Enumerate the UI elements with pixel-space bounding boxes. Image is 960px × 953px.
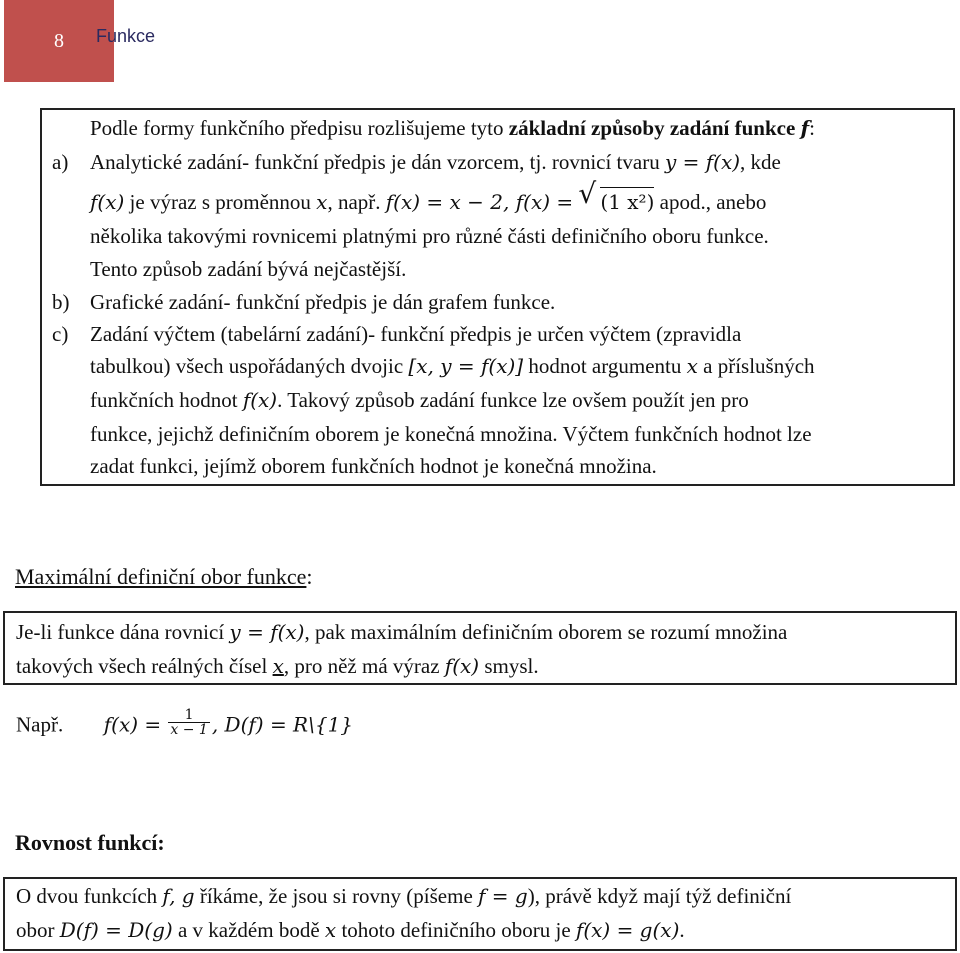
max-domain-line-1 [16, 622, 787, 643]
text: , např. [327, 190, 381, 214]
math-examples: f(x) = x − 2, f(x) = [385, 190, 574, 214]
item-c-line-2 [90, 356, 815, 377]
item-a-line-3: několika takovými rovnicemi platnými pro různé části definičního oboru funkce. [90, 224, 769, 248]
text: ), právě když mají týž definiční [527, 884, 792, 908]
item-a-math: y = f(x) [664, 150, 741, 174]
math-fx: f(x) [90, 190, 125, 214]
text: tabulkou) všech uspořádaných dvojic [90, 354, 404, 378]
intro-f: 𝒇 [800, 116, 810, 140]
item-a-end: , kde [740, 150, 781, 174]
label-a: a) [52, 150, 69, 174]
text: hodnot argumentu [528, 354, 682, 378]
heading-colon: : [306, 564, 313, 589]
item-b-line-1: Grafické zadání- funkční předpis je dán grafem funkce. [90, 290, 556, 314]
text: takových všech reálných čísel [16, 654, 268, 678]
text: Je-li funkce dána rovnicí [16, 620, 225, 644]
item-c-line-5: zadat funkci, jejímž oborem funkčních hodnot je konečná množina. [90, 454, 657, 478]
text: . Takový způsob zadání funkce lze ovšem použít jen pro [277, 388, 749, 412]
math-f-g: f, g [162, 884, 195, 908]
math-x: x [324, 918, 337, 942]
text: . [679, 918, 685, 942]
math-y-fx: y = f(x) [229, 620, 305, 644]
intro-colon: : [809, 116, 815, 140]
heading-text: Maximální definiční obor funkce [15, 564, 307, 589]
sqrt-body: (1 x²) [600, 187, 654, 214]
text: je výraz s proměnnou [129, 190, 311, 214]
example-label: Např. [16, 712, 64, 737]
math-fx: f(x) [242, 388, 278, 412]
math-fx: f(x) [444, 654, 480, 678]
label-c: c) [52, 322, 69, 346]
sqrt-expression [578, 177, 655, 214]
fraction-numerator: 1 [168, 708, 209, 723]
item-a-line-4: Tento způsob zadání bývá nejčastější. [90, 257, 407, 281]
label-b: b) [52, 290, 70, 314]
item-c-line-4: funkce, jejichž definičním oborem je konečná množina. Výčtem funkčních hodnot lze [90, 422, 812, 446]
example-line [16, 707, 354, 741]
page-number: 8 [54, 29, 64, 52]
text: říkáme, že jsou si rovny (píšeme [199, 884, 473, 908]
item-c-line-3 [90, 390, 749, 411]
text: , pak maximálním definičním oborem se rozumí množina [304, 620, 788, 644]
intro-bold: základní způsoby zadání funkce [508, 116, 796, 140]
text: tohoto definičního oboru je [341, 918, 571, 942]
text: O dvou funkcích [16, 884, 158, 908]
math-f-eq-g: f = g [478, 884, 528, 908]
text: funkčních hodnot [90, 388, 238, 412]
max-domain-line-2 [16, 656, 539, 677]
running-header: Funkce [96, 26, 156, 46]
math-x: x [316, 190, 328, 214]
heading-max-domain [15, 564, 313, 590]
text: a příslušných [703, 354, 815, 378]
heading-equality: Rovnost funkcí: [15, 830, 165, 855]
text: , pro něž má výraz [283, 654, 440, 678]
math-x-underlined: x [272, 654, 284, 678]
text: apod., anebo [659, 190, 767, 214]
math-domain: , D(f) = R\{1} [211, 712, 354, 737]
text: a v každém bodě [177, 918, 320, 942]
intro-text: Podle formy funkčního předpisu rozlišujeme tyto [90, 116, 504, 140]
equality-line-2 [16, 920, 685, 941]
intro-line [90, 118, 815, 139]
math-fx-eq-gx: f(x) = g(x) [575, 918, 680, 942]
item-a-line-2 [90, 177, 767, 214]
item-c-line-1: Zadání výčtem (tabelární zadání)- funkční předpis je určen výčtem (zpravidla [90, 322, 742, 346]
item-a-line-1 [90, 152, 781, 173]
fraction [168, 708, 209, 737]
text: obor [16, 918, 55, 942]
item-a-text: Analytické zadání- funkční předpis je dán vzorcem, tj. rovnicí tvaru [90, 150, 660, 174]
math-x: x [686, 354, 698, 378]
fraction-denominator: x − 1 [170, 722, 208, 738]
math-domains: D(f) = D(g) [59, 918, 173, 942]
math-pair: [x, y = f(x)] [408, 354, 524, 378]
equality-line-1 [16, 886, 791, 907]
sqrt-icon: √ [578, 177, 597, 210]
math-fx-eq: f(x) = [103, 712, 162, 737]
text: smysl. [484, 654, 539, 678]
